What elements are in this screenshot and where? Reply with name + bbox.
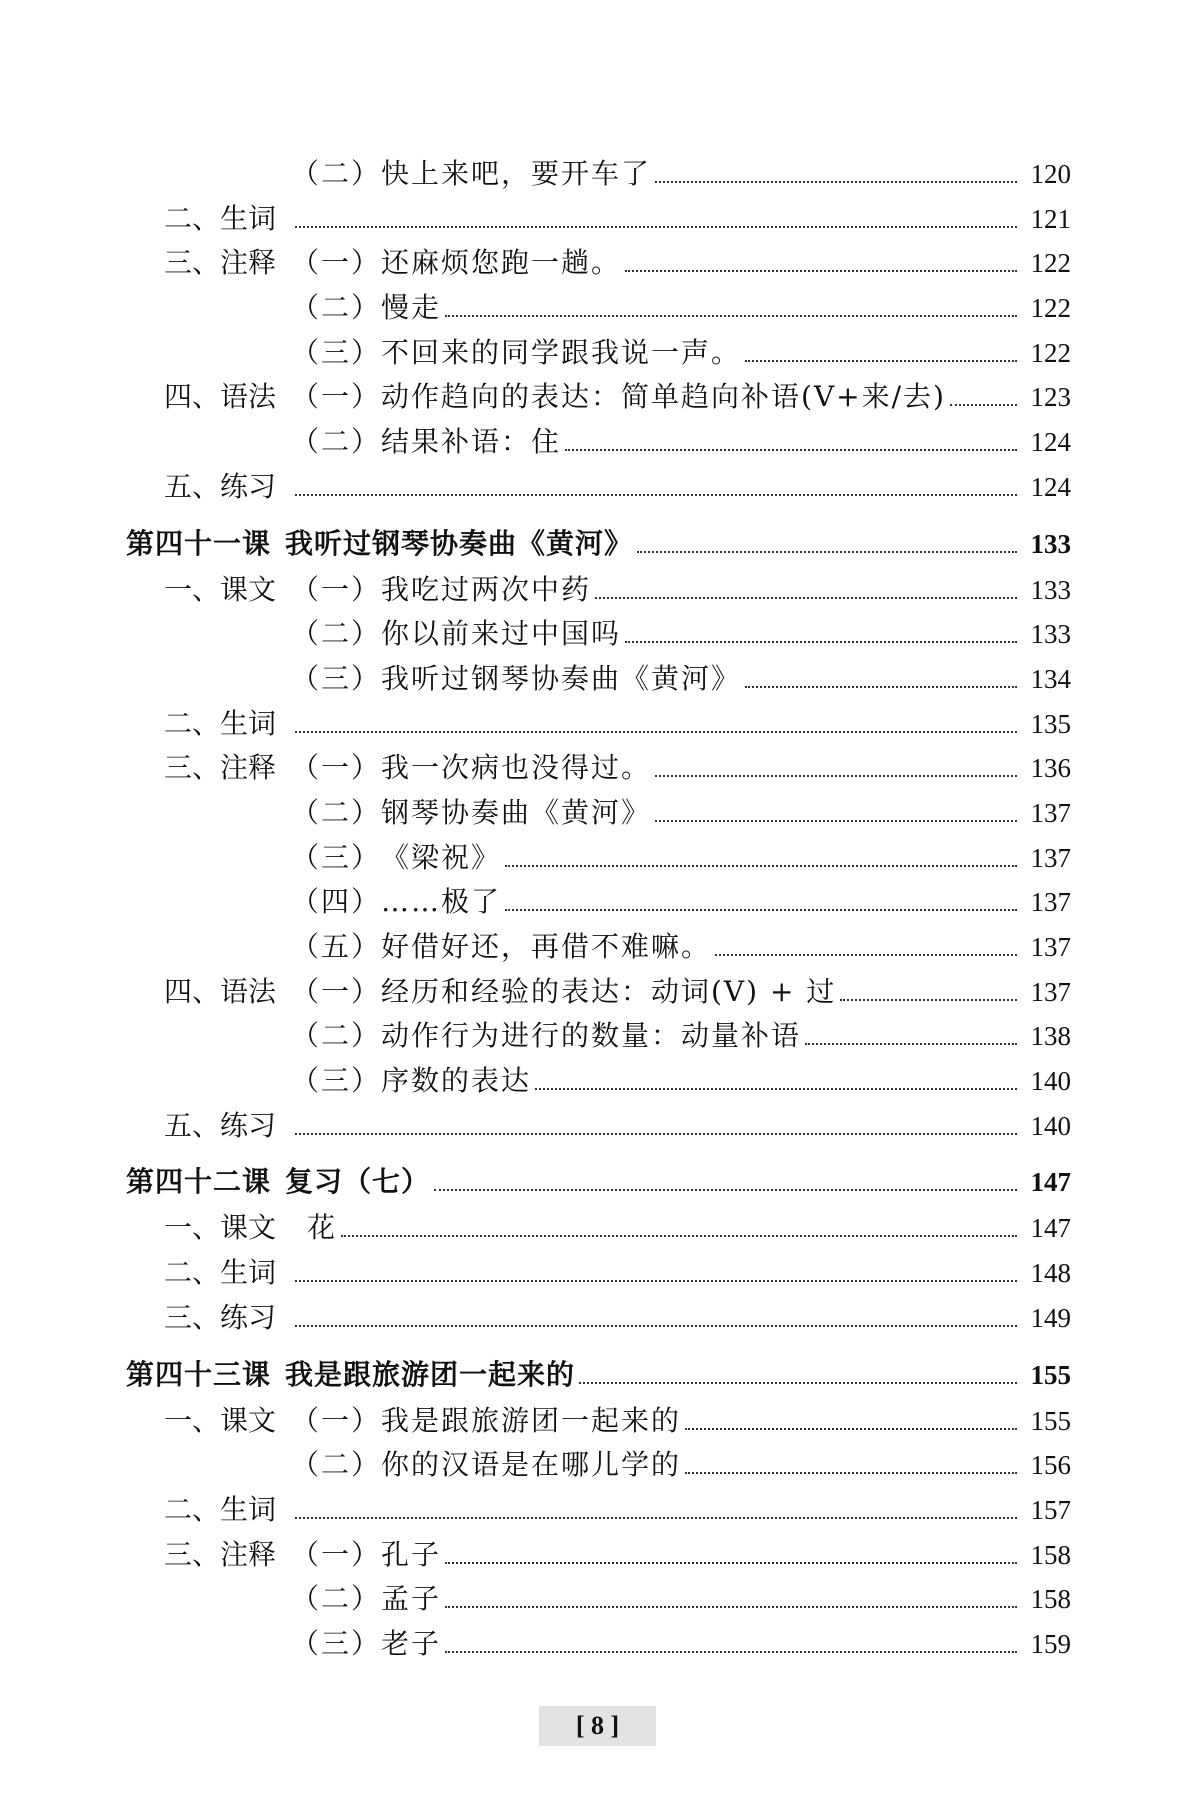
toc-entry[interactable] [126, 702, 1071, 747]
entry-title: 你的汉语是在哪儿学的 [381, 1448, 682, 1482]
page-number: 133 [1030, 619, 1071, 650]
toc-entry[interactable] [126, 791, 1071, 836]
page-number: 147 [1030, 1213, 1071, 1244]
subsection-label: （一） [291, 974, 382, 1008]
page-number: 157 [1030, 1494, 1071, 1525]
subsection-label: （二） [291, 1582, 382, 1616]
dot-leader [295, 1325, 1017, 1327]
dot-leader [565, 449, 1017, 451]
subsection-label: （三） [291, 1064, 382, 1098]
entry-title: 快上来吧，要开车了 [381, 157, 652, 190]
toc-entry[interactable] [126, 197, 1071, 242]
toc-entry[interactable] [126, 1577, 1071, 1622]
dot-leader [295, 731, 1017, 733]
entry-title: 经历和经验的表达：动词(V) + 过 [381, 974, 837, 1008]
dot-leader [950, 404, 1017, 406]
page-number: 137 [1030, 797, 1071, 828]
entry-title: 老子 [381, 1626, 442, 1660]
toc-entry[interactable] [126, 746, 1071, 791]
toc-entry[interactable] [126, 1399, 1071, 1444]
dot-leader [341, 1235, 1017, 1237]
subsection-label: （二） [291, 1019, 382, 1053]
page-number: 121 [1030, 203, 1071, 234]
lesson-title: 复习（七） [285, 1165, 431, 1199]
page-number: 137 [1030, 976, 1071, 1007]
toc-entry[interactable] [126, 1622, 1071, 1667]
page-number: 134 [1030, 663, 1071, 694]
toc-entry[interactable] [126, 568, 1071, 613]
dot-leader [579, 1382, 1017, 1384]
page-number: 135 [1030, 708, 1071, 739]
page-number: 155 [1030, 1359, 1071, 1390]
page-number: 133 [1030, 574, 1071, 605]
subsection-label: （二） [291, 157, 382, 190]
page-number: 140 [1030, 1066, 1071, 1097]
section-label: 三、注释 [164, 1537, 277, 1571]
page-number: 138 [1030, 1021, 1071, 1052]
entry-title: 我一次病也没得过。 [381, 751, 652, 785]
subsection-label: （二） [291, 795, 382, 829]
page-number: 147 [1030, 1167, 1071, 1198]
dot-leader [655, 820, 1017, 822]
section-label: 三、注释 [164, 751, 277, 785]
subsection-label: （一） [291, 246, 382, 280]
subsection-label: （一） [291, 751, 382, 785]
dot-leader [685, 1472, 1017, 1474]
page-number: 122 [1030, 293, 1071, 324]
page-number: 140 [1030, 1110, 1071, 1141]
toc-entry[interactable] [126, 331, 1071, 376]
toc-entry[interactable] [126, 1251, 1071, 1296]
dot-leader [840, 999, 1017, 1001]
page-number: 137 [1030, 842, 1071, 873]
dot-leader [655, 775, 1017, 777]
entry-title: 孟子 [381, 1582, 442, 1616]
lesson-number: 第四十二课 [126, 1165, 272, 1199]
toc-entry[interactable] [126, 925, 1071, 970]
dot-leader [295, 1517, 1017, 1519]
entry-title: 好借好还，再借不难嘛。 [381, 930, 712, 963]
page-number: 123 [1030, 382, 1071, 413]
entry-title: 花 [307, 1211, 338, 1245]
entry-title: 不回来的同学跟我说一声。 [381, 335, 742, 369]
toc-lesson-heading[interactable] [126, 522, 1071, 568]
toc-entry[interactable] [126, 465, 1071, 510]
toc-entry[interactable] [126, 1104, 1071, 1149]
table-of-contents [126, 152, 1071, 1667]
dot-leader [655, 181, 1017, 183]
entry-title: 结果补语：住 [381, 425, 562, 459]
dot-leader [685, 1428, 1017, 1430]
toc-entry[interactable] [126, 286, 1071, 331]
toc-entry[interactable] [126, 152, 1071, 197]
dot-leader [805, 1043, 1017, 1045]
section-label: 五、练习 [164, 1108, 277, 1142]
section-label: 一、课文 [164, 1403, 277, 1437]
page-number: 156 [1030, 1450, 1071, 1481]
page-number: 136 [1030, 753, 1071, 784]
subsection-label: （三） [291, 661, 382, 695]
section-label: 一、课文 [164, 572, 277, 606]
toc-entry[interactable] [126, 657, 1071, 702]
entry-title: 《梁祝》 [381, 840, 502, 874]
subsection-label: （二） [291, 291, 382, 325]
subsection-label: （三） [291, 335, 382, 369]
section-label: 三、注释 [164, 246, 277, 280]
toc-entry[interactable] [126, 420, 1071, 465]
subsection-label: （三） [291, 1626, 382, 1660]
entry-title: 我吃过两次中药 [381, 572, 592, 606]
page-number: 155 [1030, 1405, 1071, 1436]
subsection-label: （二） [291, 617, 382, 651]
lesson-number: 第四十一课 [126, 526, 272, 560]
page-number: 158 [1030, 1539, 1071, 1570]
page-number: 137 [1030, 887, 1071, 918]
page-number: 122 [1030, 248, 1071, 279]
page-number: 148 [1030, 1258, 1071, 1289]
dot-leader [434, 1189, 1017, 1191]
entry-title: 我是跟旅游团一起来的 [381, 1403, 682, 1437]
subsection-label: （一） [291, 1537, 382, 1571]
entry-title: 动作趋向的表达：简单趋向补语(V+来/去) [381, 380, 946, 414]
section-label: 二、生词 [164, 706, 277, 740]
entry-title: 我听过钢琴协奏曲《黄河》 [381, 661, 742, 695]
subsection-label: （一） [291, 380, 382, 414]
toc-entry[interactable] [126, 1296, 1071, 1341]
section-label: 一、课文 [164, 1211, 277, 1245]
dot-leader [745, 360, 1017, 362]
entry-title: 还麻烦您跑一趟。 [381, 246, 622, 280]
lesson-title: 我是跟旅游团一起来的 [285, 1357, 576, 1391]
page-number: 120 [1030, 159, 1071, 189]
dot-leader [715, 954, 1017, 956]
toc-entry[interactable] [126, 1443, 1071, 1488]
entry-title: ……极了 [381, 885, 502, 919]
entry-title: 动作行为进行的数量：动量补语 [381, 1019, 802, 1053]
page-number: 149 [1030, 1302, 1071, 1333]
page-number: 122 [1030, 337, 1071, 368]
page-number: 124 [1030, 471, 1071, 502]
page-number: 159 [1030, 1628, 1071, 1659]
toc-entry[interactable] [126, 241, 1071, 286]
dot-leader [295, 226, 1017, 228]
toc-entry[interactable] [126, 1059, 1071, 1104]
dot-leader [295, 494, 1017, 496]
section-label: 五、练习 [164, 469, 277, 503]
toc-entry[interactable] [126, 880, 1071, 925]
page-number: 158 [1030, 1584, 1071, 1615]
page-number: 137 [1030, 932, 1071, 962]
dot-leader [445, 1562, 1017, 1564]
page-number-footer: [ 8 ] [539, 1706, 656, 1746]
toc-entry[interactable] [126, 1206, 1071, 1251]
section-label: 二、生词 [164, 1492, 277, 1526]
toc-entry[interactable] [126, 612, 1071, 657]
dot-leader [445, 315, 1017, 317]
toc-lesson-heading[interactable] [126, 1353, 1071, 1399]
section-label: 三、练习 [164, 1300, 277, 1334]
toc-entry[interactable] [126, 836, 1071, 881]
dot-leader [505, 865, 1017, 867]
subsection-label: （四） [291, 885, 382, 919]
toc-entry[interactable] [126, 970, 1071, 1015]
dot-leader [535, 1088, 1017, 1090]
dot-leader [625, 270, 1017, 272]
section-label: 四、语法 [164, 380, 277, 414]
page-number: 124 [1030, 427, 1071, 458]
toc-entry[interactable] [126, 1488, 1071, 1533]
lesson-number: 第四十三课 [126, 1357, 272, 1391]
toc-entry[interactable] [126, 375, 1071, 420]
subsection-label: （一） [291, 1403, 382, 1437]
section-label: 二、生词 [164, 201, 277, 235]
subsection-label: （二） [291, 1448, 382, 1482]
section-label: 二、生词 [164, 1256, 277, 1290]
dot-leader [595, 597, 1017, 599]
subsection-label: （三） [291, 840, 382, 874]
dot-leader [445, 1651, 1017, 1653]
subsection-label: （一） [291, 572, 382, 606]
dot-leader [505, 909, 1017, 911]
entry-title: 序数的表达 [381, 1064, 532, 1098]
dot-leader [745, 686, 1017, 688]
subsection-label: （五） [291, 930, 382, 963]
entry-title: 钢琴协奏曲《黄河》 [381, 795, 652, 829]
entry-title: 慢走 [381, 291, 442, 325]
entry-title: 孔子 [381, 1537, 442, 1571]
dot-leader [637, 551, 1017, 553]
page-number: 133 [1030, 528, 1071, 559]
entry-title: 你以前来过中国吗 [381, 617, 622, 651]
dot-leader [295, 1133, 1017, 1135]
dot-leader [295, 1280, 1017, 1282]
toc-entry[interactable] [126, 1014, 1071, 1059]
dot-leader [625, 641, 1017, 643]
subsection-label: （二） [291, 425, 382, 459]
lesson-title: 我听过钢琴协奏曲《黄河》 [285, 526, 634, 560]
dot-leader [445, 1606, 1017, 1608]
section-label: 四、语法 [164, 974, 277, 1008]
toc-lesson-heading[interactable] [126, 1160, 1071, 1206]
toc-entry[interactable] [126, 1533, 1071, 1578]
